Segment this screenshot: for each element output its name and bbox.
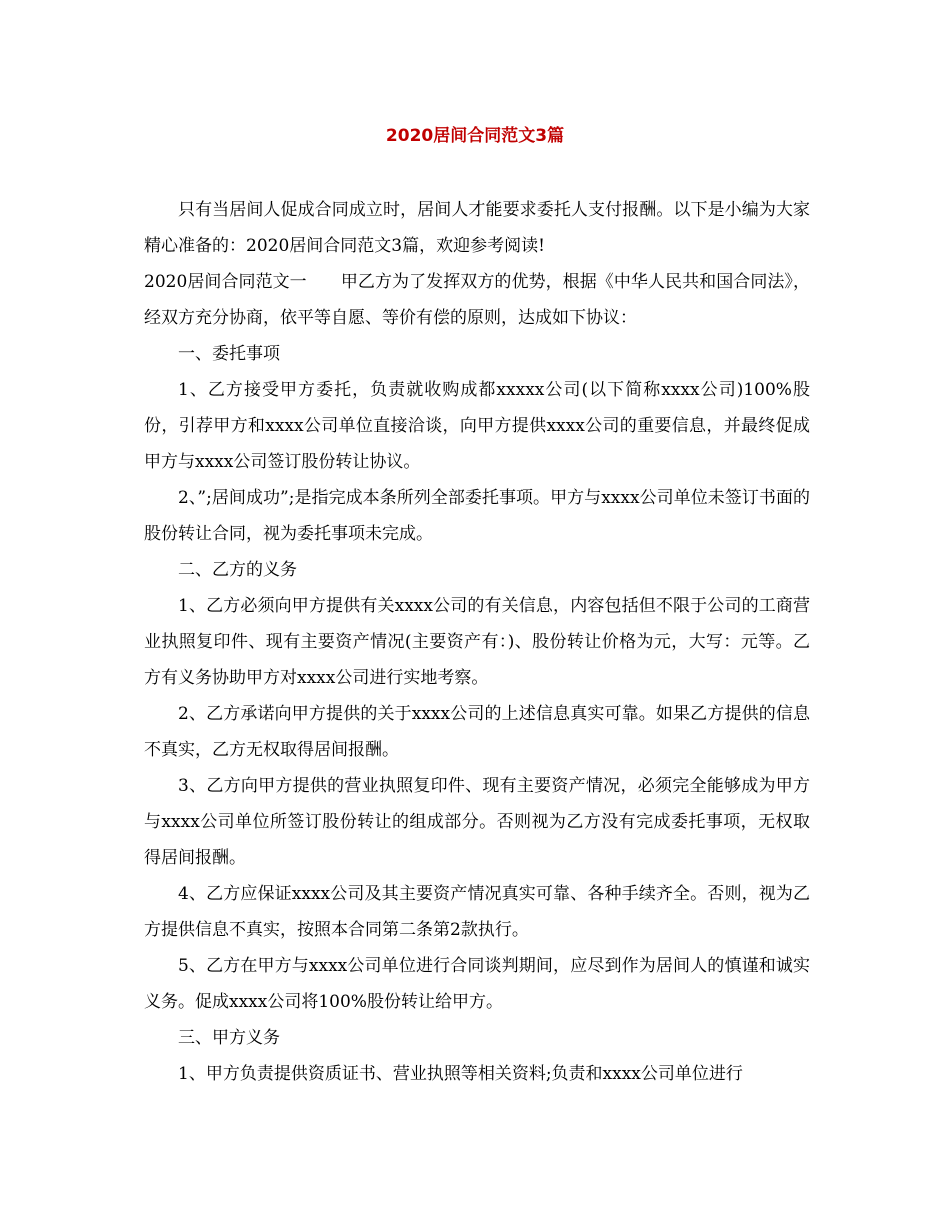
section-heading: 一、委托事项: [178, 344, 280, 364]
paragraph: 2020居间合同范文一 甲乙方为了发挥双方的优势，根据《中华人民共和国合同法》，经双方充分协商，依平等自愿、等价有偿的原则，达成如下协议：: [144, 272, 810, 328]
section-heading: 二、乙方的义务: [178, 560, 297, 580]
paragraph: 5、乙方在甲方与xxxx公司单位进行合同谈判期间，应尽到作为居间人的慎谨和诚实义务。促成xxxx公司将100%股份转让给甲方。: [144, 956, 810, 1012]
document-body: [144, 192, 810, 1092]
paragraph: 1、乙方接受甲方委托，负责就收购成都xxxxx公司(以下简称xxxx公司)100%股份，引荐甲方和xxxx公司单位直接洽谈，向甲方提供xxxx公司的重要信息，并最终促成甲方与xxxx公司签订股份转让协议。: [144, 380, 810, 472]
paragraph: 2、乙方承诺向甲方提供的关于xxxx公司的上述信息真实可靠。如果乙方提供的信息不真实，乙方无权取得居间报酬。: [144, 704, 810, 760]
paragraph: 4、乙方应保证xxxx公司及其主要资产情况真实可靠、各种手续齐全。否则，视为乙方提供信息不真实，按照本合同第二条第2款执行。: [144, 884, 810, 940]
document-title: 2020居间合同范文3篇: [385, 126, 565, 146]
paragraph: 2、”;居间成功”;是指完成本条所列全部委托事项。甲方与xxxx公司单位未签订书面的股份转让合同，视为委托事项未完成。: [144, 488, 810, 544]
paragraph: 只有当居间人促成合同成立时，居间人才能要求委托人支付报酬。以下是小编为大家精心准备的：2020居间合同范文3篇，欢迎参考阅读!: [144, 200, 810, 256]
paragraph: 1、甲方负责提供资质证书、营业执照等相关资料;负责和xxxx公司单位进行: [178, 1064, 743, 1084]
paragraph: 1、乙方必须向甲方提供有关xxxx公司的有关信息，内容包括但不限于公司的工商营业执照复印件、现有主要资产情况(主要资产有：)、股份转让价格为元，大写：元等。乙方有义务协助甲方对xxxx公司进行实地考察。: [144, 596, 810, 688]
paragraph: 3、乙方向甲方提供的营业执照复印件、现有主要资产情况，必须完全能够成为甲方与xxxx公司单位所签订股份转让的组成部分。否则视为乙方没有完成委托事项，无权取得居间报酬。: [144, 776, 810, 868]
section-heading: 三、甲方义务: [178, 1028, 280, 1048]
